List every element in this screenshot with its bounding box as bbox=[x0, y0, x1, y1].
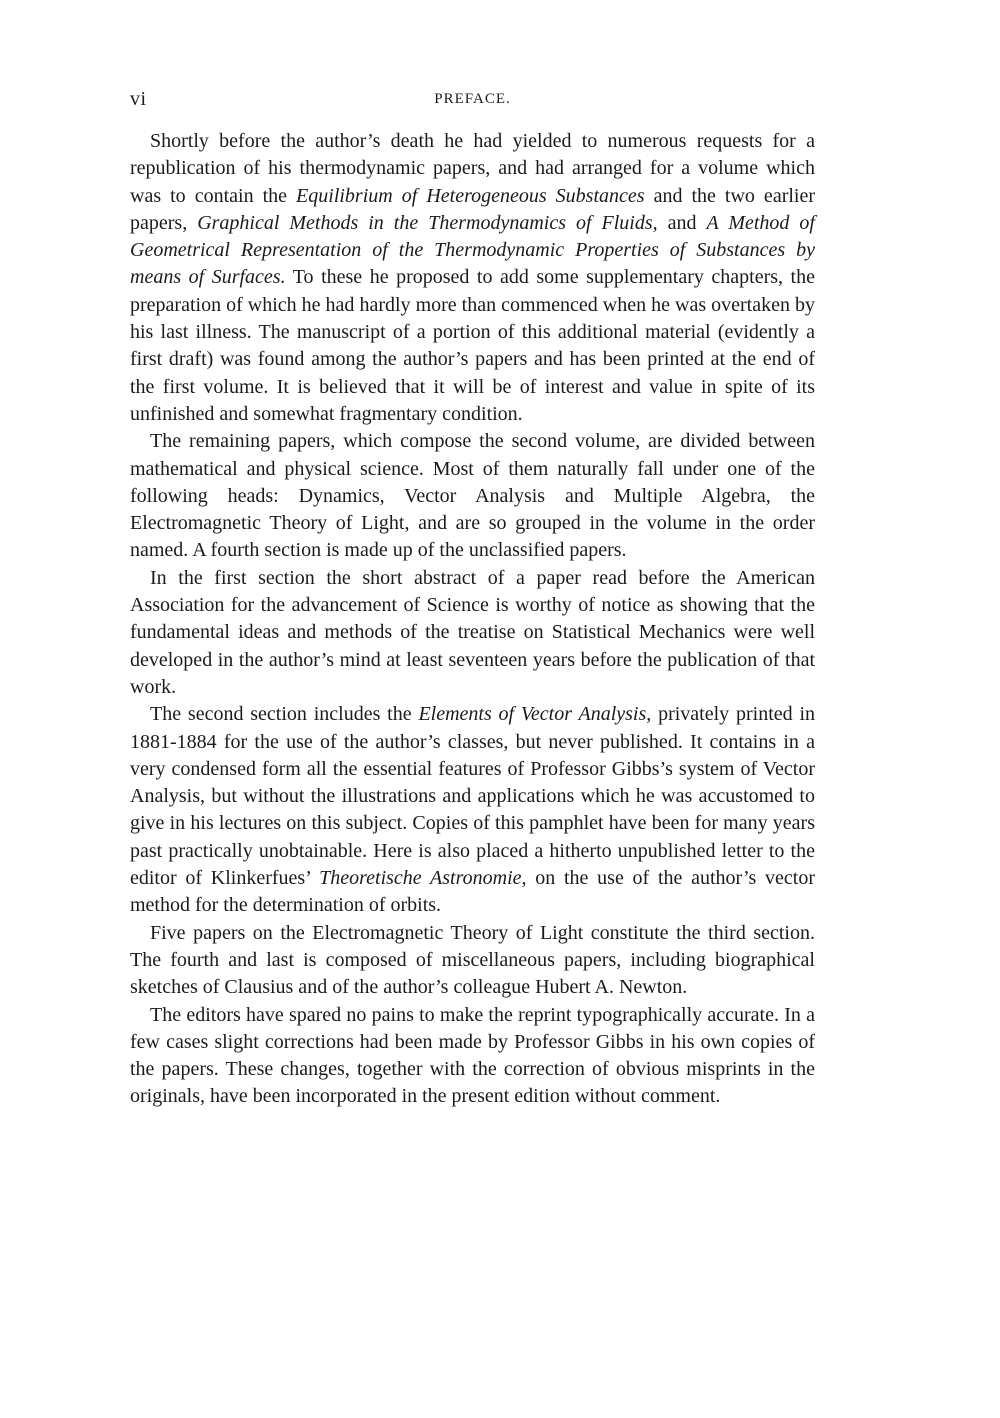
paragraph-4 bbox=[130, 701, 815, 919]
italic-title: Graphical Methods in the Thermodynamics of Fluids, bbox=[197, 211, 658, 234]
italic-title: Theoretische Astronomie, bbox=[319, 867, 527, 890]
paragraph-5 bbox=[130, 920, 815, 1002]
text-segment: Five papers on the Electromagnetic Theory of Light constitute the third section. The fourth and last is composed of miscellaneous papers, including biographical sketches of Clausius and of the author’s colleague Hubert A. Newton. bbox=[130, 921, 815, 999]
italic-title: Elements of Vector Analysis, bbox=[418, 703, 652, 726]
text-segment: To these he proposed to add some supplementary chapters, the preparation of which he had hardly more than commenced when he was overtaken by his last illness. The manuscript of a portion of this additional material (evidently a first draft) was found among the author’s papers and has been printed at the end of the first volume. It is believed that it will be of interest and value in spite of its unfinished and somewhat fragmentary condition. bbox=[130, 266, 815, 425]
italic-title: Equilibrium of Heterogeneous Substances bbox=[296, 184, 645, 207]
text-segment: Shortly before the author’s death he had yielded to numerous requests for a republication of his thermodynamic papers, and had arranged for a volume which was to contain the bbox=[130, 130, 815, 207]
text-segment: privately printed in 1881-1884 for the use of the author’s classes, but never published. It contains in a very condensed form all the essential features of Professor Gibbs’s system of Vector Analysis, but without the illustrations and applications which he was accustomed to give in his lectures on this subject. Copies of this pamphlet have been for many years past practically unobtainable. Here is also placed a hitherto unpublished letter to the editor of Klinkerfues’ bbox=[130, 703, 815, 890]
text-segment: The remaining papers, which compose the second volume, are divided between mathematical and physical science. Most of them naturally fall under one of the following heads: Dynamics, Vector Analysis and Multiple Algebra, the Electromagnetic Theory of Light, and are so grouped in the volume in the order named. A fourth section is made up of the unclassified papers. bbox=[130, 430, 815, 562]
paragraph-3 bbox=[130, 565, 815, 701]
paragraph-6 bbox=[130, 1002, 815, 1111]
text-segment: on the use of the author’s vector method for the determination of orbits. bbox=[130, 867, 815, 917]
paragraph-2 bbox=[130, 428, 815, 564]
page-heading: PREFACE. bbox=[434, 91, 511, 107]
page-number: vi bbox=[130, 88, 147, 110]
text-segment: and the two earlier papers, bbox=[130, 184, 816, 234]
body-text bbox=[130, 128, 815, 1111]
text-segment: The second section includes the bbox=[150, 703, 419, 726]
book-page bbox=[130, 88, 815, 1111]
running-head bbox=[130, 88, 815, 118]
italic-title: A Method of Geometrical Representation of the Thermodynamic Properties of Substances by means of Surfaces. bbox=[130, 211, 815, 289]
text-segment: In the first section the short abstract of a paper read before the American Association for the advancement of Science is worthy of notice as showing that the fundamental ideas and methods of the treatise on Statistical Mechanics were well developed in the author’s mind at least seventeen years before the publication of that work. bbox=[130, 566, 815, 698]
text-segment: and bbox=[657, 211, 707, 234]
paragraph-1 bbox=[130, 128, 815, 428]
text-segment: The editors have spared no pains to make the reprint typographically accurate. In a few cases slight corrections had been made by Professor Gibbs in his own copies of the papers. These changes, together with the correction of obvious misprints in the originals, have been incorporated in the present edition without comment. bbox=[130, 1003, 815, 1108]
